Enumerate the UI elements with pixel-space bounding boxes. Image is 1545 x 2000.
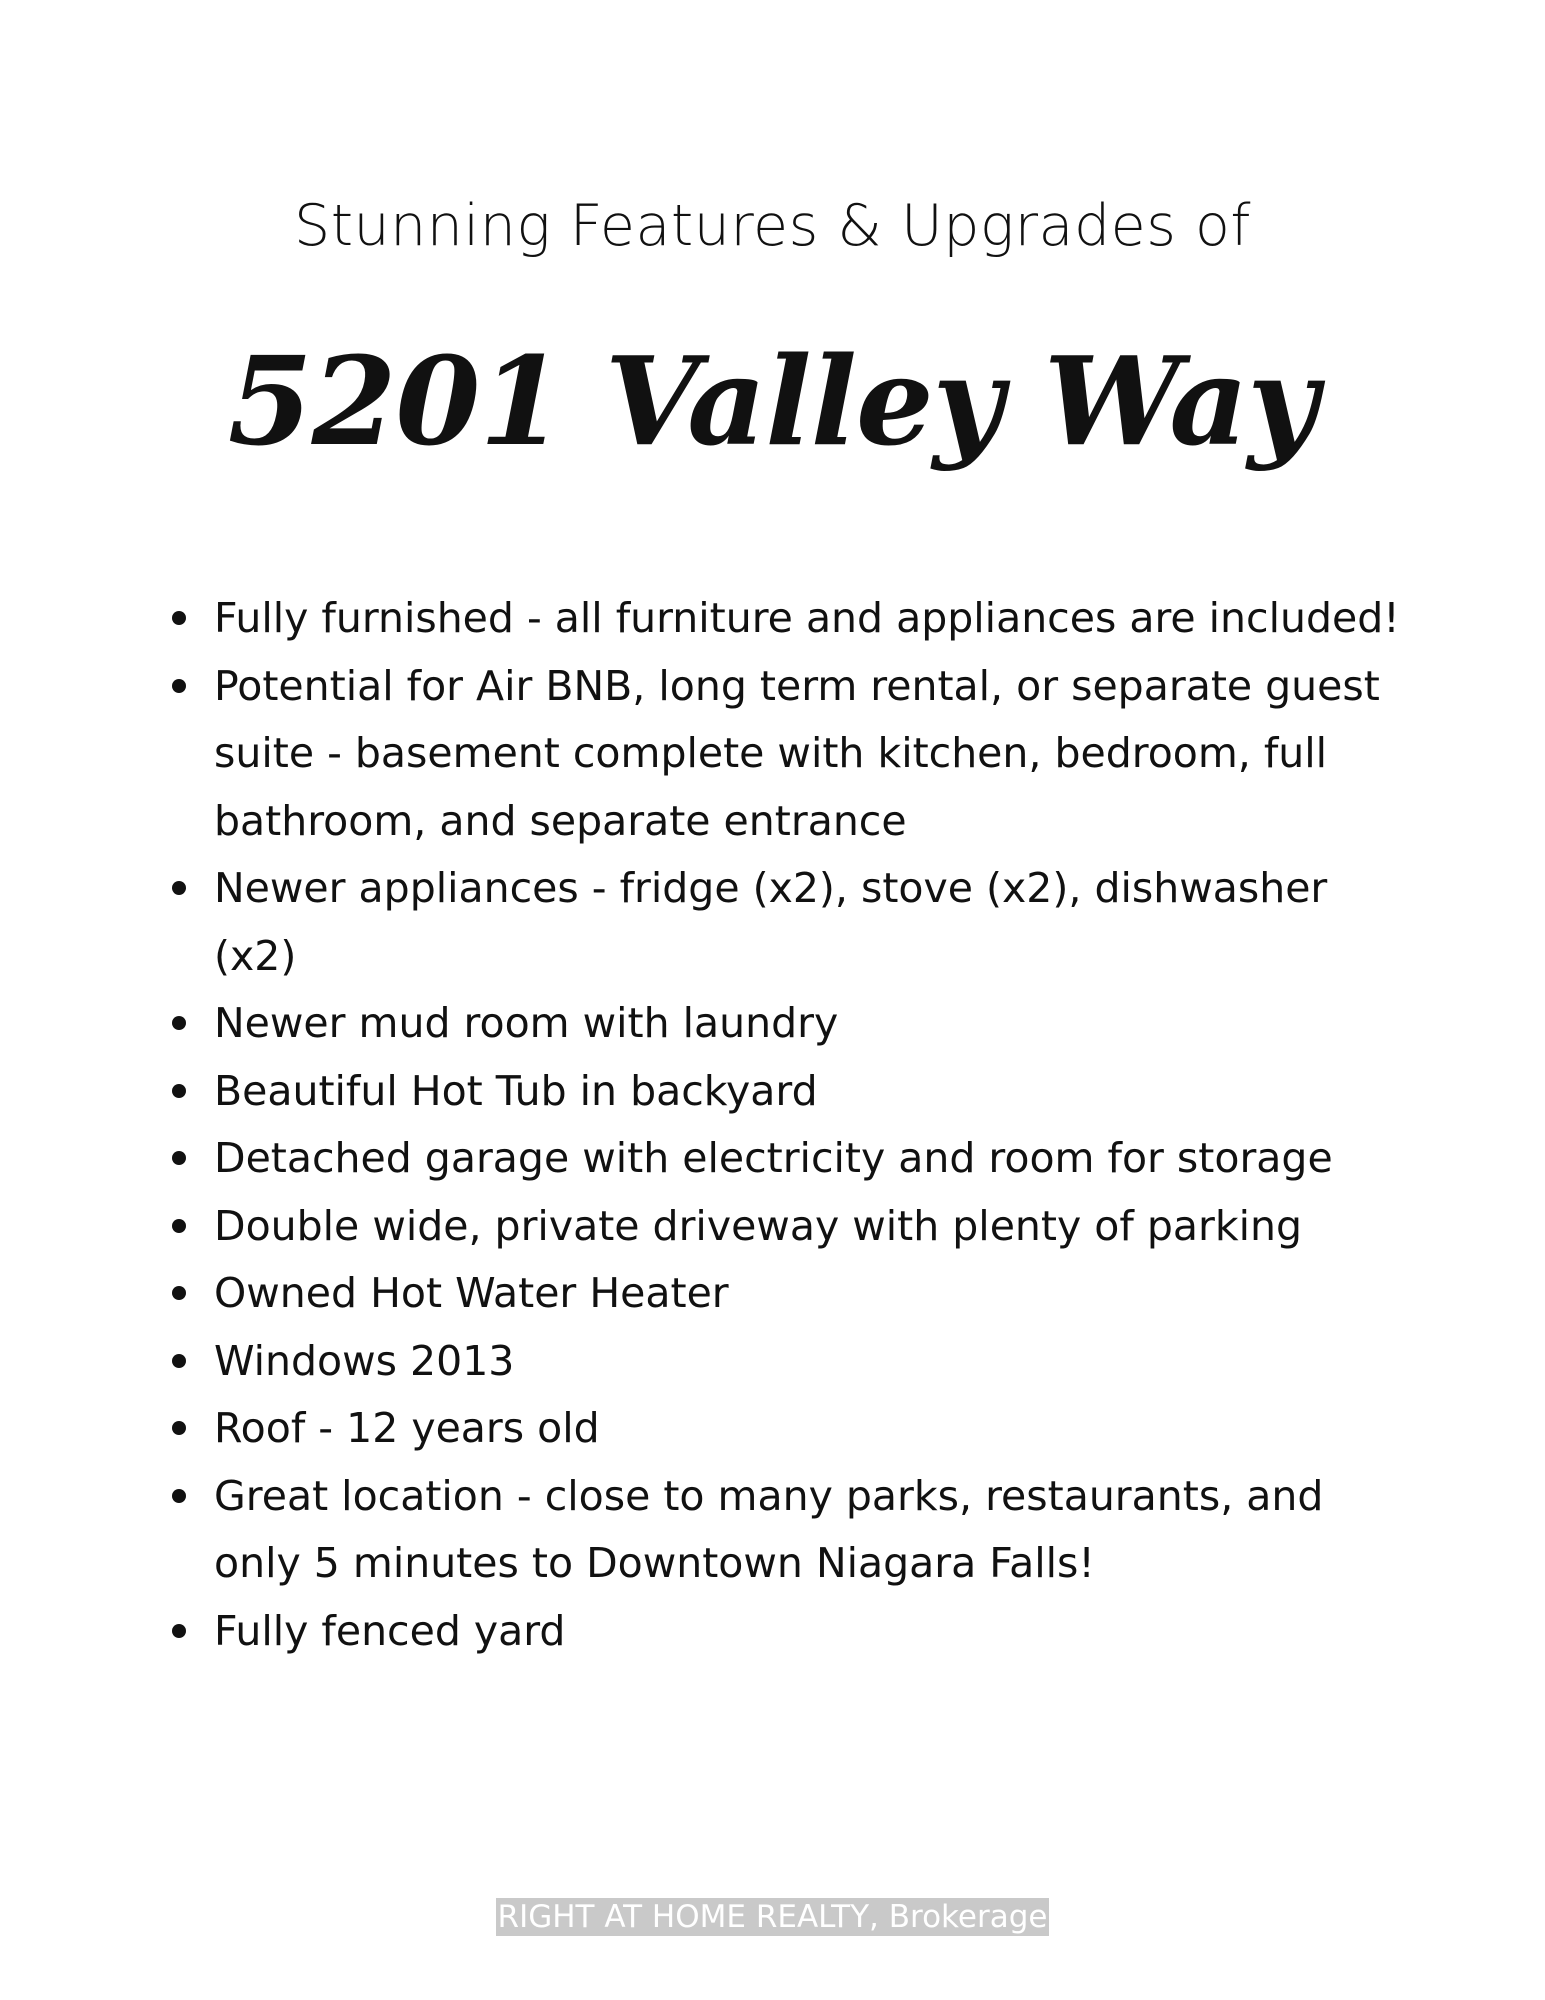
bullet-icon [172,1489,186,1503]
features-list [170,585,1410,1665]
list-item [170,1058,1410,1126]
feature-text: Beautiful Hot Tub in backyard [214,1066,818,1115]
bullet-icon [172,1624,186,1638]
feature-text: Windows 2013 [214,1336,515,1385]
feature-text: Owned Hot Water Heater [214,1269,729,1317]
list-item [170,1463,1410,1598]
watermark-text: RIGHT AT HOME REALTY, Brokerage [497,1899,1048,1935]
page-heading: Stunning Features & Upgrades of [294,193,1251,259]
bullet-icon [172,1016,186,1030]
feature-text: Double wide, private driveway with plenty of parking [214,1201,1302,1250]
bullet-icon [172,1084,186,1098]
feature-text: Fully furnished - all furniture and appliances are included! [214,594,1400,642]
bullet-icon [172,1286,186,1300]
feature-text: Newer appliances - fridge (x2), stove (x2), dishwasher (x2) [214,864,1328,980]
list-item [170,1260,1410,1328]
bullet-icon [172,881,186,895]
list-item [170,855,1410,990]
list-item [170,1125,1410,1193]
list-item [170,1193,1410,1261]
bullet-icon [172,1151,186,1165]
feature-text: Potential for Air BNB, long term rental, or separate guest suite - basement complete with kitchen, bedroom, full bathroom, and separate entrance [214,661,1380,845]
bullet-icon [172,1354,186,1368]
list-item [170,1598,1410,1666]
list-item [170,653,1410,856]
bullet-icon [172,611,186,625]
feature-text: Roof - 12 years old [214,1404,600,1452]
feature-text: Detached garage with electricity and room for storage [214,1134,1333,1182]
brokerage-watermark [0,1898,1545,1936]
list-item [170,1328,1410,1396]
bullet-icon [172,679,186,693]
bullet-icon [172,1219,186,1233]
list-item [170,585,1410,653]
feature-text: Newer mud room with laundry [214,999,839,1047]
list-item [170,1395,1410,1463]
list-item [170,990,1410,1058]
property-address: 5201 Valley Way [227,329,1318,473]
feature-text: Fully fenced yard [214,1606,566,1655]
bullet-icon [172,1421,186,1435]
feature-text: Great location - close to many parks, restaurants, and only 5 minutes to Downtown Niagara Falls! [214,1471,1324,1587]
